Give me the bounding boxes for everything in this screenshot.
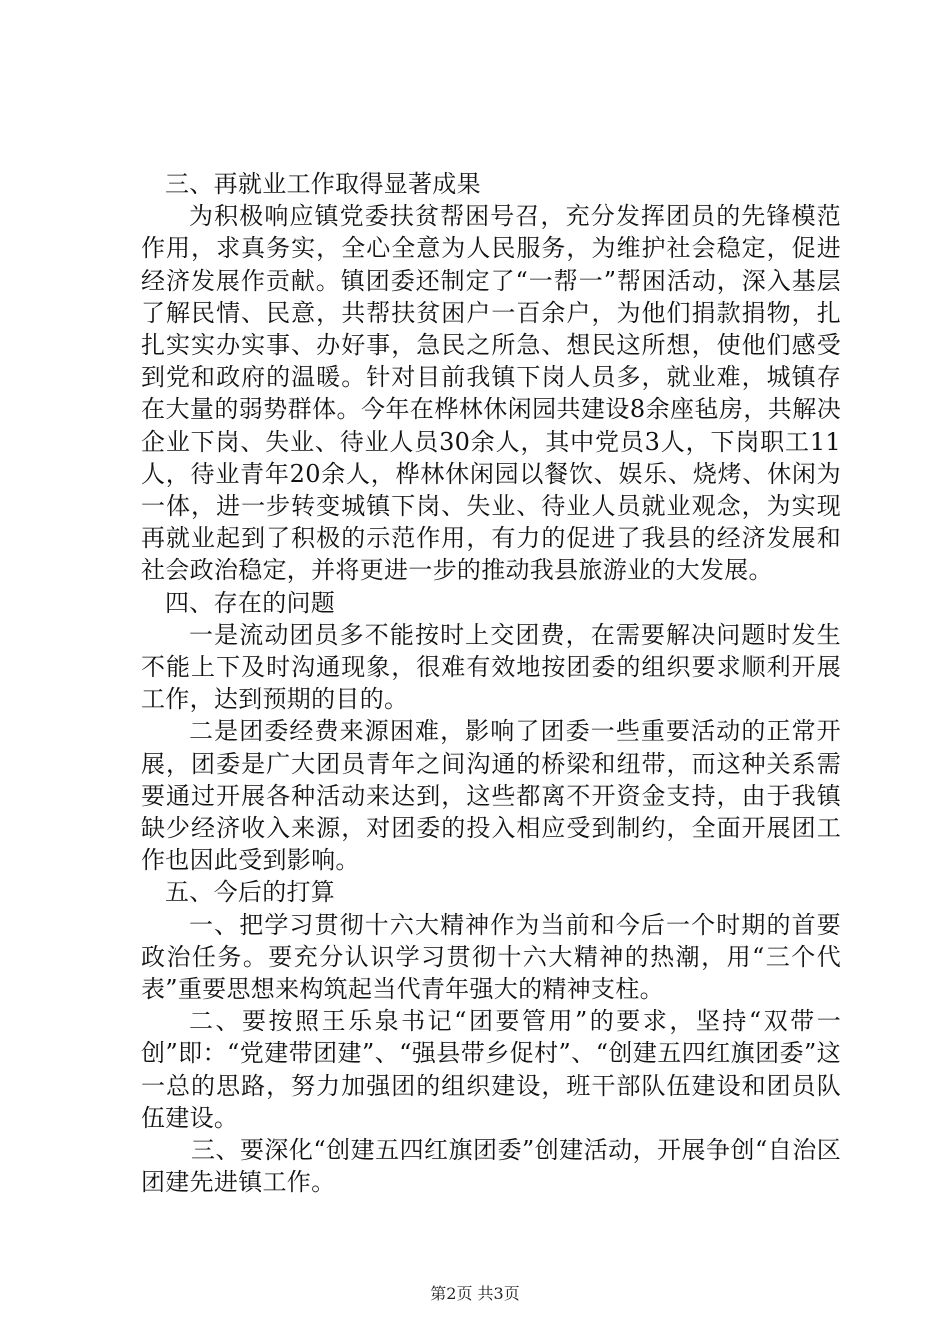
paragraph-reemployment: 为积极响应镇党委扶贫帮困号召，充分发挥团员的先锋模范作用，求真务实，全心全意为人民服务，为维护社会稳定，促进经济发展作贡献。镇团委还制定了“一帮一”帮困活动，深入基层了解民情、民意，共帮扶贫困户一百余户，为他们捐款捐物，扎扎实实办实事、办好事，急民之所急、想民这所想，使他们感受到党和政府的温暖。针对目前我镇下岗人员多，就业难，城镇存在大量的弱势群体。今年在桦林休闲园共建设8余座毡房，共解决企业下岗、失业、待业人员30余人，其中党员3人，下岗职工11人，待业青年20余人，桦林休闲园以餐饮、娱乐、烧烤、休闲为一体，进一步转变城镇下岗、失业、待业人员就业观念，为实现再就业起到了积极的示范作用，有力的促进了我县的经济发展和社会政治稳定，并将更进一步的推动我县旅游业的大发展。 bbox=[141, 202, 841, 585]
section-heading-plans: 五、今后的打算 bbox=[165, 878, 336, 907]
section-heading-problems: 四、存在的问题 bbox=[165, 588, 336, 617]
document-body bbox=[141, 168, 841, 1199]
paragraph-plan-one: 一、把学习贯彻十六大精神作为当前和今后一个时期的首要政治任务。要充分认识学习贯彻十六大精神的热潮，用“三个代表”重要思想来构筑起当代青年强大的精神支柱。 bbox=[141, 910, 841, 1004]
paragraph-problem-one: 一是流动团员多不能按时上交团费，在需要解决问题时发生不能上下及时沟通现象，很难有效地按团委的组织要求顺利开展工作，达到预期的目的。 bbox=[141, 620, 841, 714]
section-heading-reemployment: 三、再就业工作取得显著成果 bbox=[165, 170, 481, 198]
paragraph-problem-two: 二是团委经费来源困难，影响了团委一些重要活动的正常开展，团委是广大团员青年之间沟通的桥梁和纽带，而这种关系需要通过开展各种活动来达到，这些都离不开资金支持，由于我镇缺少经济收入来源，对团委的投入相应受到制约，全面开展团工作也因此受到影响。 bbox=[141, 717, 841, 875]
paragraph-plan-two: 二、要按照王乐泉书记“团要管用”的要求，坚持“双带一创”即：“党建带团建”、“强县带乡促村”、“创建五四红旗团委”这一总的思路，努力加强团的组织建设，班干部队伍建设和团员队伍建设。 bbox=[141, 1007, 841, 1132]
page-number-footer: 第2页 共3页 bbox=[430, 1284, 520, 1303]
paragraph-plan-three: 三、要深化“创建五四红旗团委”创建活动，开展争创“自治区团建先进镇工作。 bbox=[141, 1136, 841, 1197]
